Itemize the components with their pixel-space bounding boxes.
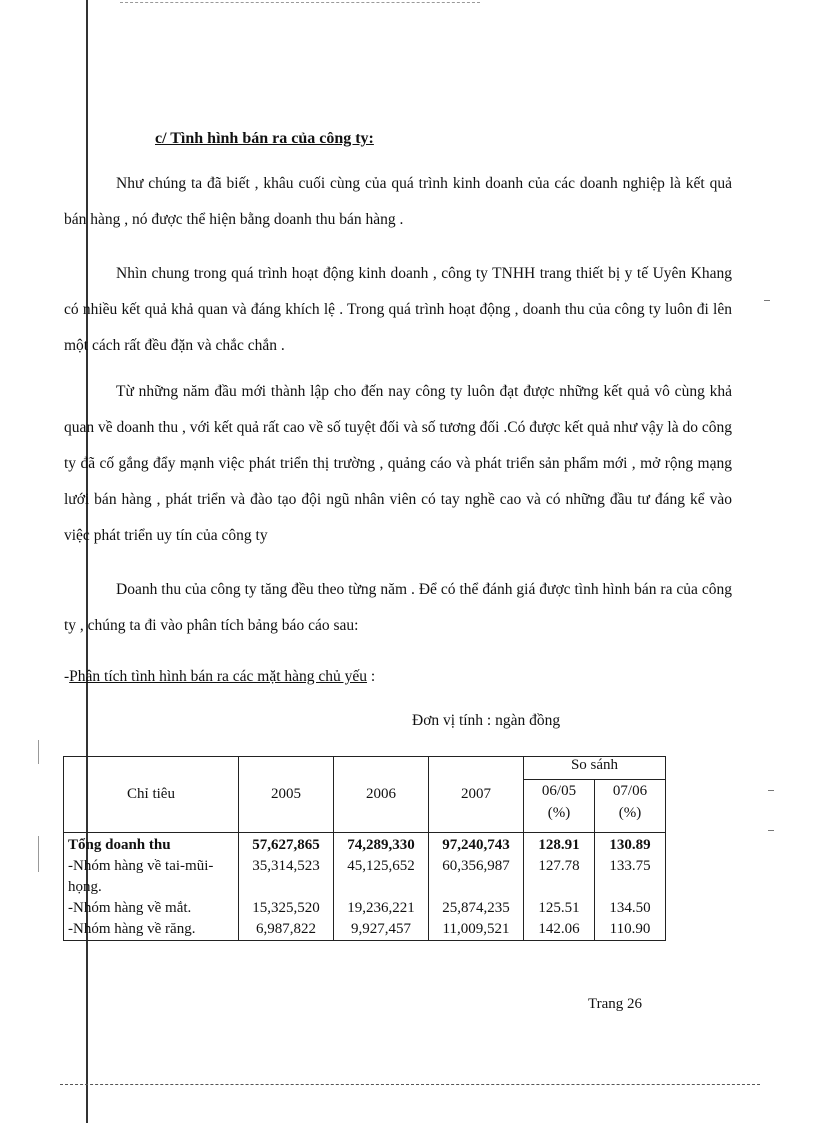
cell-value: 134.50	[609, 900, 651, 916]
compare-col-header: 07/06 (%)	[595, 780, 666, 833]
section-heading: c/ Tình hình bán ra của công ty:	[155, 130, 374, 147]
cell-value: 60,356,987	[442, 858, 510, 874]
subheading-prefix: -	[64, 668, 70, 685]
year-header: 2006	[334, 757, 429, 833]
cell-value: 133.75	[609, 858, 651, 874]
cell-value: 74,289,330	[347, 837, 415, 853]
paragraph-3: Từ những năm đầu mới thành lập cho đến nay công ty luôn đạt được những kết quả vô cùng khả quan về doanh thu , với kết quả rất cao về số tuyệt đối và số tương đối .Có được kết quả như vậy là do công ty đã cố gắng đẩy mạnh việc phát triển thị trường , quảng cáo và phát triển sản phẩm mới , mở rộng mạng lưới bán hàng , phát triển và đào tạo đội ngũ nhân viên có tay nghề cao và có những đầu tư đáng kể vào việc phát triển uy tín của công ty	[64, 383, 732, 544]
page-number: Trang 26	[588, 996, 643, 1012]
col-2006	[334, 833, 429, 941]
col-2005	[239, 833, 334, 941]
table-body	[64, 833, 666, 941]
cell-value: 11,009,521	[442, 921, 510, 937]
row-label: -Nhóm hàng về mắt.	[68, 900, 192, 916]
cell-value: 128.91	[538, 837, 580, 853]
compare-col-header: 06/05 (%)	[524, 780, 595, 833]
paragraph-4: Doanh thu của công ty tăng đều theo từng năm . Để có thể đánh giá được tình hình bán ra của công ty , chúng ta đi vào phân tích bảng báo cáo sau:	[64, 581, 732, 634]
year-header: 2007	[429, 757, 524, 833]
row-labels	[64, 833, 239, 941]
unit-note: Đơn vị tính : ngàn đồng	[412, 712, 561, 729]
cell-value: 127.78	[538, 858, 580, 874]
margin-mark	[38, 740, 39, 764]
cell-value: 6,987,822	[256, 921, 316, 937]
top-dashed-edge	[120, 2, 480, 3]
subheading-suffix: :	[367, 668, 376, 685]
cell-value: 125.51	[538, 900, 580, 916]
cell-value: 97,240,743	[442, 837, 510, 853]
cell-value: 25,874,235	[442, 900, 510, 916]
cell-value: 130.89	[609, 837, 651, 853]
row-label: Tổng doanh thu	[68, 837, 171, 853]
cell-value: 57,627,865	[252, 837, 320, 853]
col-2007	[429, 833, 524, 941]
cell-value: 9,927,457	[351, 921, 411, 937]
cell-value: 110.90	[609, 921, 651, 937]
row-label: -Nhóm hàng về răng.	[68, 921, 196, 937]
row-label: -Nhóm hàng về tai-mũi-họng.	[68, 858, 214, 895]
margin-tick	[768, 790, 774, 791]
compare-header: So sánh	[524, 757, 666, 780]
bottom-dashed-edge	[60, 1084, 760, 1085]
cell-value: 19,236,221	[347, 900, 415, 916]
margin-tick	[764, 300, 770, 301]
cell-value: 15,325,520	[252, 900, 320, 916]
col-label-header: Chỉ tiêu	[64, 757, 239, 833]
col-compare-0605	[524, 833, 595, 941]
margin-tick	[768, 830, 774, 831]
paragraph-2: Nhìn chung trong quá trình hoạt động kinh doanh , công ty TNHH trang thiết bị y tế Uyên Khang có nhiều kết quả khả quan và đáng khích lệ . Trong quá trình hoạt động , doanh thu của công ty luôn đi lên một cách rất đều đặn và chắc chắn .	[64, 265, 732, 354]
cell-value: 45,125,652	[347, 858, 415, 874]
table-subheading	[64, 668, 375, 686]
col-compare-0706	[595, 833, 666, 941]
sales-table	[63, 756, 666, 941]
cell-value: 35,314,523	[252, 858, 320, 874]
subheading-text: Phân tích tình hình bán ra các mặt hàng chủ yếu	[69, 668, 368, 685]
margin-mark	[38, 836, 39, 872]
paragraph-1: Như chúng ta đã biết , khâu cuối cùng của quá trình kinh doanh của các doanh nghiệp là kết quả bán hàng , nó được thể hiện bằng doanh thu bán hàng .	[64, 175, 732, 228]
cell-value: 142.06	[538, 921, 580, 937]
year-header: 2005	[239, 757, 334, 833]
